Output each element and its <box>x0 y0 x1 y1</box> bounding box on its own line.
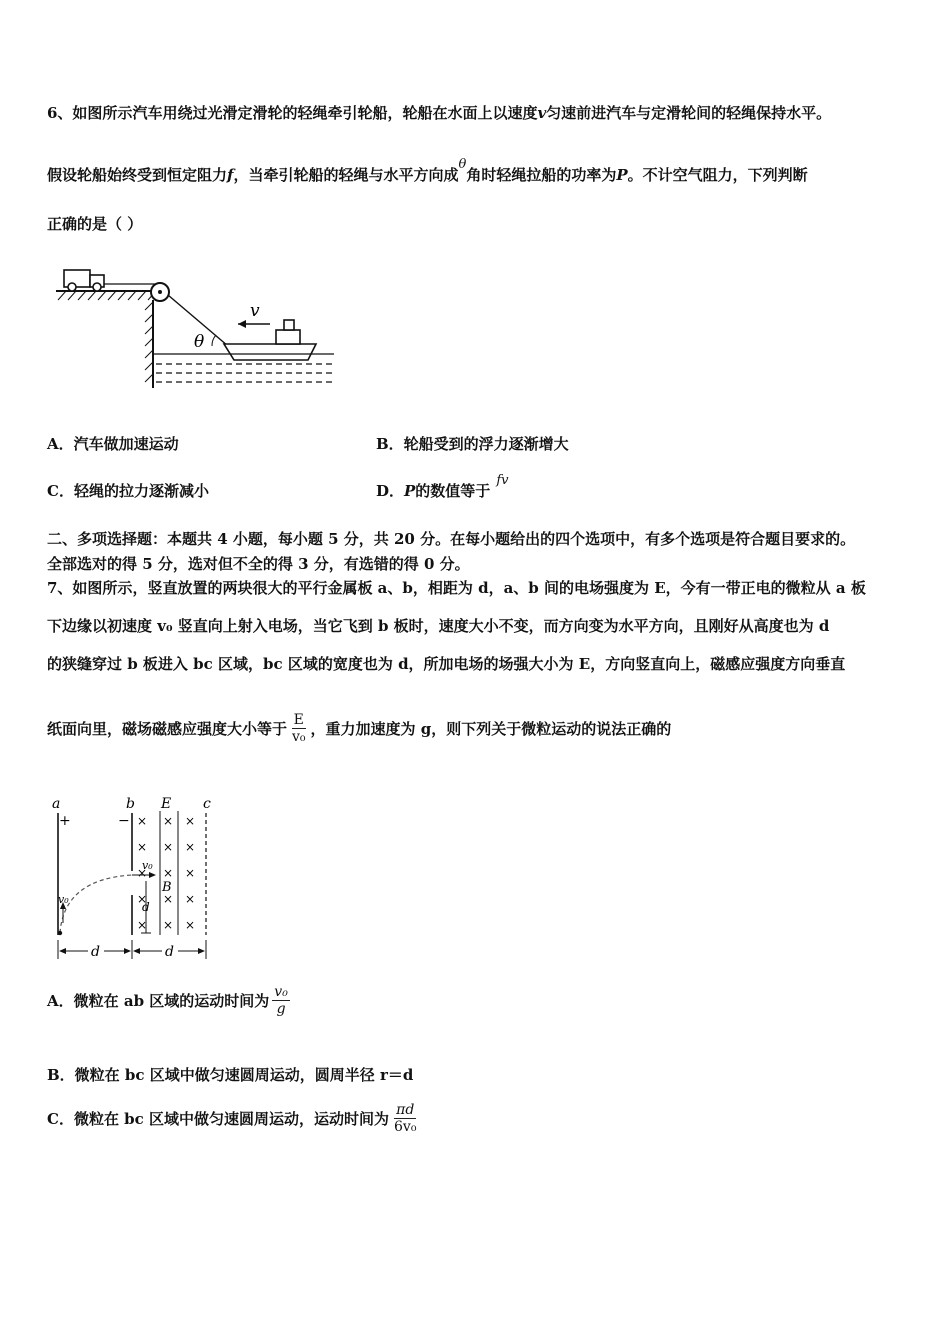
section2-line1: 二、多项选择题：本题共 4 小题，每小题 5 分，共 20 分。在每小题给出的四个选项中，有多个选项是符合题目要求的。 <box>47 530 856 548</box>
q6-line3: 正确的是（ ） <box>47 215 143 233</box>
v0-over-g-fraction: $\frac{\text{v₀}}{g}$ <box>274 984 288 1017</box>
q7-figure <box>48 795 223 965</box>
svg-text:v₀: v₀ <box>58 893 69 906</box>
svg-text:×: × <box>137 840 148 854</box>
svg-text:×: × <box>137 866 148 880</box>
svg-text:d: d <box>91 944 100 960</box>
svg-text:b: b <box>126 796 135 812</box>
theta-symbol: θ <box>458 157 467 172</box>
q7-line4: 纸面向里，磁场磁感应强度大小等于 $\frac{E}{\text{v₀}}$ ，重力加速度为 g，则下列关于微粒运动的说法正确的 <box>47 712 672 745</box>
svg-text:×: × <box>185 892 196 906</box>
svg-text:×: × <box>137 918 148 932</box>
svg-text:×: × <box>185 840 196 854</box>
svg-text:×: × <box>185 918 196 932</box>
q6-option-d: D．P的数值等于fv <box>376 473 509 500</box>
velocity-label: v <box>250 301 260 321</box>
svg-text:×: × <box>163 892 174 906</box>
svg-text:×: × <box>163 814 174 828</box>
svg-text:×: × <box>185 866 196 880</box>
q7-option-c: C．微粒在 bc 区域中做匀速圆周运动，运动时间为 $\frac{\pi d}{\text{6v₀}}$ <box>47 1102 417 1135</box>
theta-label: θ <box>194 332 205 352</box>
svg-text:×: × <box>137 814 148 828</box>
q6-option-a: A．汽车做加速运动 <box>47 435 179 453</box>
q6-option-c: C．轻绳的拉力逐渐减小 <box>47 482 209 500</box>
svg-text:v₀: v₀ <box>142 859 153 872</box>
svg-text:+: + <box>59 813 71 829</box>
svg-text:×: × <box>137 892 148 906</box>
pid-over-6v0-fraction: $\frac{\pi d}{\text{6v₀}}$ <box>394 1102 417 1135</box>
svg-text:B: B <box>162 880 172 895</box>
q6-line2: 假设轮船始终受到恒定阻力f，当牵引轮船的轻绳与水平方向成θ角时轻绳拉船的功率为P。不计空气阻力，下列判断 <box>47 157 808 184</box>
q7-option-b: B．微粒在 bc 区域中做匀速圆周运动，圆周半径 r＝d <box>47 1066 414 1084</box>
q7-option-a: A．微粒在 ab 区域的运动时间为 $\frac{\text{v₀}}{g}$ <box>47 984 288 1017</box>
q7-line2: 下边缘以初速度 v₀ 竖直向上射入电场，当它飞到 b 板时，速度大小不变，而方向变为水平方向，且刚好从高度也为 d <box>47 617 830 635</box>
svg-text:c: c <box>203 796 211 812</box>
svg-text:d: d <box>165 944 174 960</box>
svg-text:×: × <box>185 814 196 828</box>
q6-line1: 6、如图所示汽车用绕过光滑定滑轮的轻绳牵引轮船，轮船在水面上以速度v匀速前进汽车与定滑轮间的轻绳保持水平。 <box>47 104 832 122</box>
e-over-v0-fraction: $\frac{E}{\text{v₀}}$ <box>292 712 306 745</box>
q6-option-b: B．轮船受到的浮力逐渐增大 <box>376 435 569 453</box>
svg-text:d: d <box>142 900 150 914</box>
section2-line2: 全部选对的得 5 分，选对但不全的得 3 分，有选错的得 0 分。 <box>47 555 470 573</box>
svg-text:×: × <box>163 840 174 854</box>
q7-line3: 的狭缝穿过 b 板进入 bc 区域，bc 区域的宽度也为 d，所加电场的场强大小为 E，方向竖直向上，磁感应强度方向垂直 <box>47 655 846 673</box>
q6-figure <box>52 262 337 392</box>
truck-icon <box>64 270 104 291</box>
svg-text:×: × <box>163 866 174 880</box>
svg-text:×: × <box>163 918 174 932</box>
q7-line1: 7、如图所示，竖直放置的两块很大的平行金属板 a、b，相距为 d，a、b 间的电场强度为 E，今有一带正电的微粒从 a 板 <box>47 579 866 597</box>
svg-text:E: E <box>161 796 172 812</box>
svg-text:−: − <box>118 813 130 829</box>
svg-text:a: a <box>52 796 61 812</box>
